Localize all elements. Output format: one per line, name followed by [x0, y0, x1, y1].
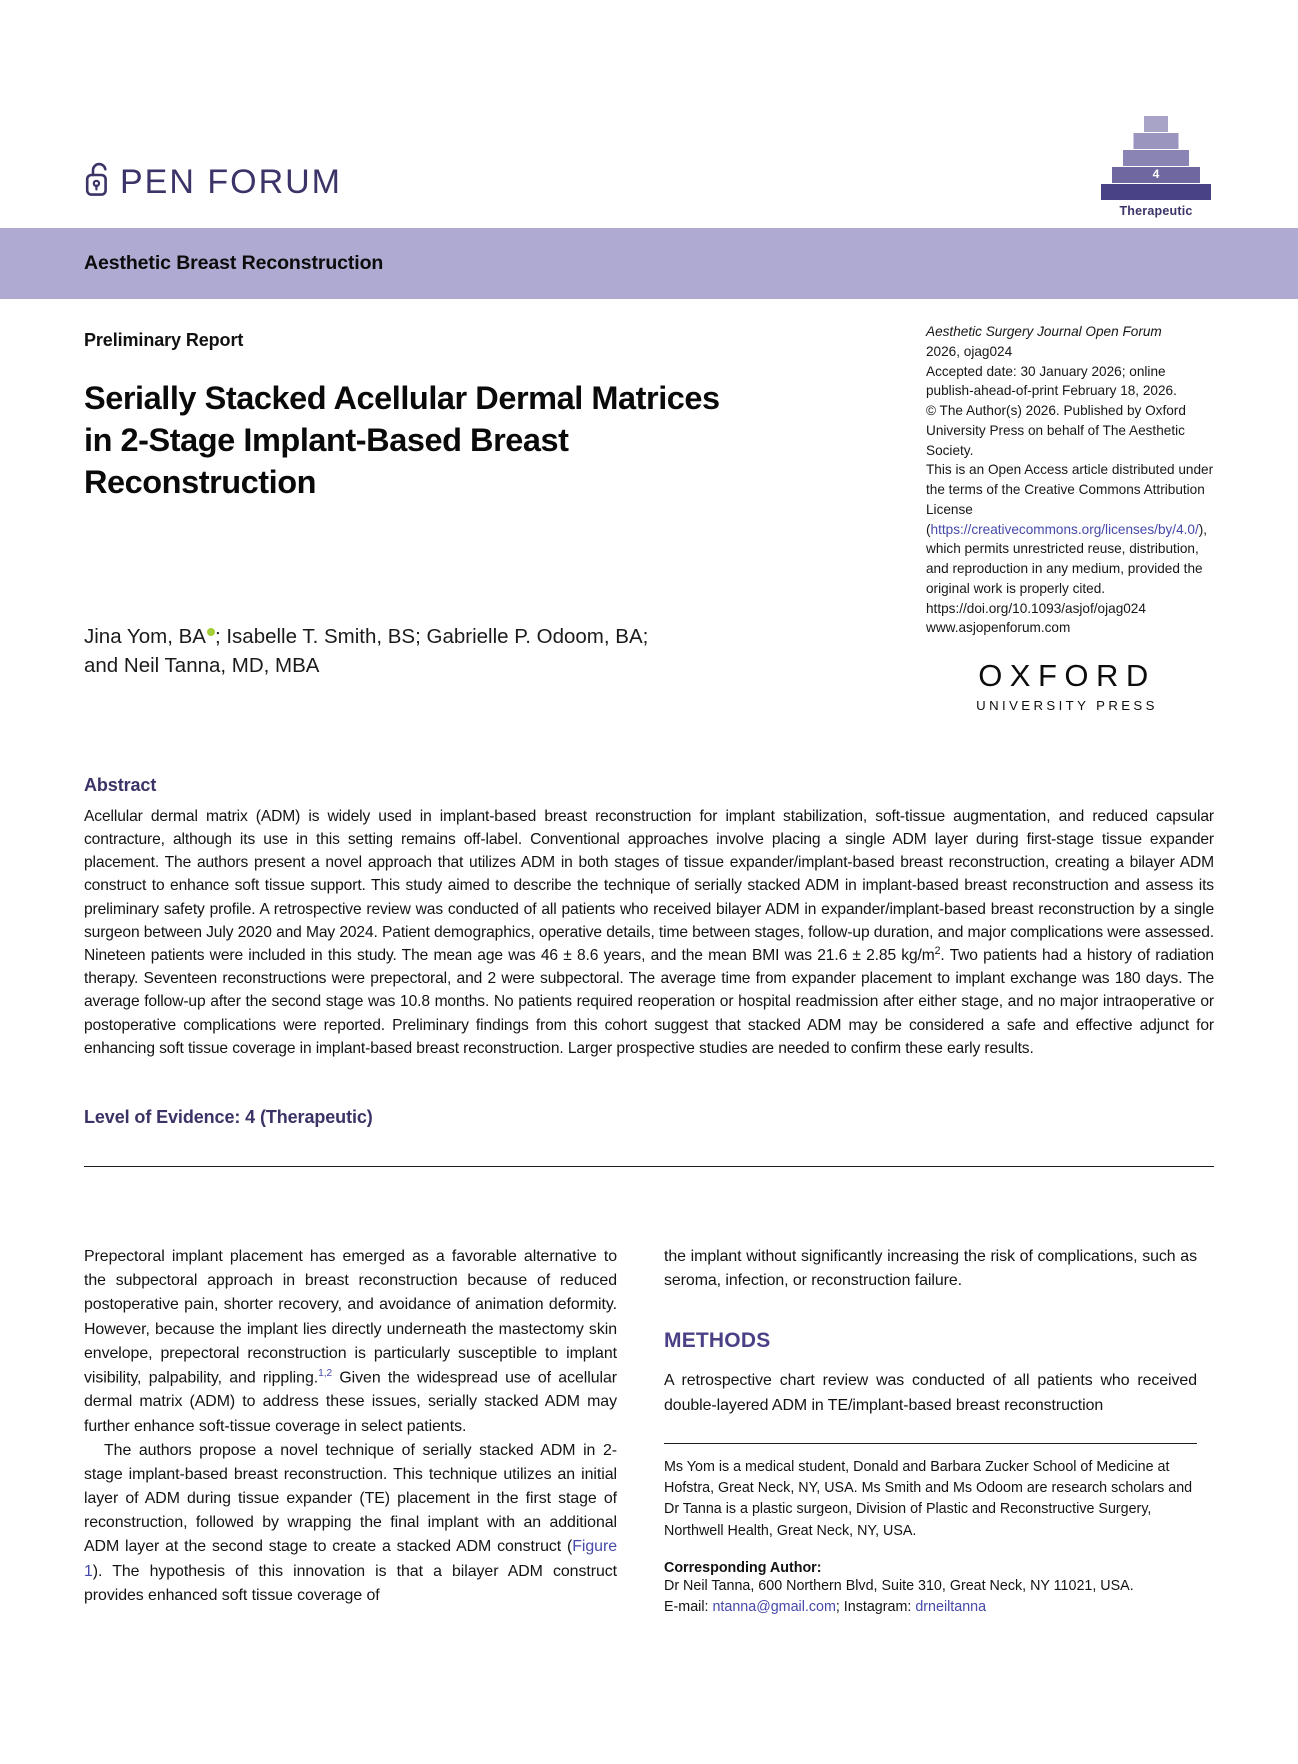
abstract-unit-superscript: 2 — [934, 944, 941, 957]
license-text-post: ), which permits unrestricted reuse, distribution, and reproduction in any medium, provided the original work is properly cited. — [926, 521, 1208, 596]
level-of-evidence: Level of Evidence: 4 (Therapeutic) — [84, 1106, 373, 1127]
publisher-subtitle: UNIVERSITY PRESS — [976, 698, 1158, 714]
accepted-date: Accepted date: 30 January 2026; online publish-ahead-of-print February 18, 2026. — [926, 363, 1177, 399]
article-metadata — [926, 322, 1214, 712]
section-banner — [0, 228, 1298, 299]
page-title: Serially Stacked Acellular Dermal Matrices in 2-Stage Implant-Based Breast Reconstruction — [84, 380, 720, 500]
author-names-line1: Jina Yom, BA — [84, 624, 206, 648]
corresponding-author-email-link[interactable]: ntanna@gmail.com — [712, 1599, 836, 1616]
corresponding-author-details — [664, 1576, 1197, 1619]
citation-ref-1-2[interactable]: 1,2 — [318, 1367, 333, 1379]
instagram-label: ; Instagram: — [835, 1599, 916, 1616]
creative-commons-link[interactable]: https://creativecommons.org/licenses/by/4.0/ — [930, 521, 1199, 537]
orcid-icon[interactable] — [207, 628, 215, 636]
intro-continuation-paragraph: the implant without significantly increasing the risk of complications, such as seroma, infection, or reconstruction failure. — [664, 1248, 1197, 1290]
evidence-level-label: Therapeutic — [1119, 204, 1193, 218]
email-label: E-mail: — [664, 1599, 713, 1616]
evidence-level-number: 4 — [1152, 167, 1160, 181]
figure-1-link[interactable]: Figure 1 — [84, 1538, 617, 1580]
intro-paragraph-2 — [84, 1439, 617, 1608]
intro-p2-text-a: The authors propose a novel technique of serially stacked ADM in 2-stage implant-based breast reconstruction. This technique utilizes an initial layer of ADM during tissue expander (TE) placement in the first stage of reconstruction, followed by wrapping the final implant with an additional ADM layer at the second stage to create a stacked ADM construct ( — [84, 1441, 617, 1556]
corresponding-author-heading: Corresponding Author: — [664, 1559, 822, 1576]
journal-brand-logo — [84, 160, 342, 203]
abstract-heading: Abstract — [84, 775, 157, 795]
abstract-section — [84, 775, 1214, 1167]
section-title: Aesthetic Breast Reconstruction — [84, 252, 384, 274]
abstract-text-part1: Acellular dermal matrix (ADM) is widely used in implant-based breast reconstruction for implant stabilization, soft-tissue augmentation, and reduced capsular contracture, although its use in this setting remains off-label. Conventional approaches involve placing a single ADM layer during first-stage tissue expander placement. The authors present a novel approach that utilizes ADM in both stages of tissue expander/implant-based breast reconstruction, creating a bilayer ADM construct to enhance soft tissue support. This study aimed to describe the technique of serially stacked ADM in implant-based breast reconstruction and assess its preliminary safety profile. A retrospective review was conducted of all patients who received bilayer ADM in expander/implant-based breast reconstruction by a single surgeon between July 2020 and May 2024. Patient demographics, operative details, time between stages, follow-up duration, and major complications were assessed. Nineteen patients were included in this study. The mean age was 46 ± 8.6 years, and the mean BMI was 21.6 ± 2.85 kg/m — [84, 808, 1214, 965]
evidence-pyramid-graphic — [1101, 116, 1211, 202]
author-names-line1-rest: ; Isabelle T. Smith, BS; Gabrielle P. Odoom, BA; — [214, 624, 649, 648]
instagram-handle-link[interactable]: drneiltanna — [915, 1599, 987, 1616]
author-list — [84, 622, 784, 681]
article-type-kicker: Preliminary Report — [84, 330, 244, 350]
publisher-name: OXFORD — [978, 658, 1156, 694]
methods-heading: METHODS — [664, 1329, 771, 1353]
pyramid-band-3 — [1123, 150, 1189, 166]
license-text-pre: This is an Open Access article distributed under the terms of the Creative Commons Attribution License ( — [926, 462, 1214, 537]
article-header-left — [84, 330, 784, 681]
intro-p1-text-b: Given the widespread use of acellular dermal matrix (ADM) to address these issues, serially stacked ADM may further enhance soft-tissue coverage in select patients. — [84, 1369, 618, 1435]
author-affiliations-footnote: Ms Yom is a medical student, Donald and Barbara Zucker School of Medicine at Hofstra, Great Neck, NY, USA. Ms Smith and Ms Odoom are research scholars and Dr Tanna is a plastic surgeon, Division of Plastic and Reconstructive Surgery, Northwell Health, Great Neck, NY, USA. — [664, 1458, 1193, 1539]
body-column-right — [664, 1245, 1197, 1618]
horizontal-divider — [84, 1166, 1214, 1167]
body-column-left — [84, 1245, 617, 1618]
abstract-text-part2: . Two patients had a history of radiation therapy. Seventeen reconstructions were prepectoral, and 2 were subpectoral. The average time from expander placement to implant exchange was 180 days. The average follow-up after the second stage was 10.8 months. No patients required reoperation or hospital readmission after either stage, and no major intraoperative or postoperative complications were reported. Preliminary findings from this cohort suggest that stacked ADM may be considered a safe and effective adjunct for enhancing soft tissue coverage in implant-based breast reconstruction. Larger prospective studies are needed to confirm these early results. — [84, 947, 1214, 1057]
evidence-level-badge — [1098, 116, 1214, 218]
journal-volume-id: 2026, ojag024 — [926, 343, 1013, 359]
pyramid-band-5 — [1101, 184, 1211, 200]
methods-paragraph: A retrospective chart review was conducted of all patients who received double-layered ADM in TE/implant-based breast reconstruction — [664, 1372, 1197, 1414]
journal-website[interactable]: www.asjopenforum.com — [926, 620, 1071, 636]
open-lock-icon — [84, 160, 114, 203]
body-columns — [84, 1245, 1214, 1618]
brand-text: PEN FORUM — [120, 162, 342, 201]
intro-p2-text-b: ). The hypothesis of this innovation is that a bilayer ADM construct provides enhanced soft tissue coverage of — [84, 1562, 617, 1604]
journal-name: Aesthetic Surgery Journal Open Forum — [926, 324, 1162, 339]
doi-link[interactable]: https://doi.org/10.1093/asjof/ojag024 — [926, 600, 1146, 616]
footnote-divider — [664, 1443, 1197, 1444]
metadata-block — [926, 322, 1214, 638]
copyright-statement: © The Author(s) 2026. Published by Oxford University Press on behalf of The Aesthetic Society. — [926, 403, 1186, 458]
article-header — [84, 324, 1214, 770]
corresponding-author-address: Dr Neil Tanna, 600 Northern Blvd, Suite 310, Great Neck, NY 11021, USA. — [664, 1577, 1134, 1594]
intro-paragraph-1 — [84, 1245, 617, 1439]
oxford-university-press-logo — [926, 660, 1214, 712]
abstract-body — [84, 805, 1214, 1060]
author-names-line2: and Neil Tanna, MD, MBA — [84, 654, 320, 678]
masthead — [0, 108, 1298, 228]
intro-p1-text-a: Prepectoral implant placement has emerged as a favorable alternative to the subpectoral approach in breast reconstruction because of reduced postoperative pain, shorter recovery, and avoidance of animation deformity. However, because the implant lies directly underneath the mastectomy skin envelope, prepectoral reconstruction is particularly susceptible to implant visibility, palpability, and rippling. — [84, 1248, 617, 1387]
pyramid-band-1 — [1144, 116, 1168, 132]
pyramid-band-2 — [1134, 133, 1179, 149]
